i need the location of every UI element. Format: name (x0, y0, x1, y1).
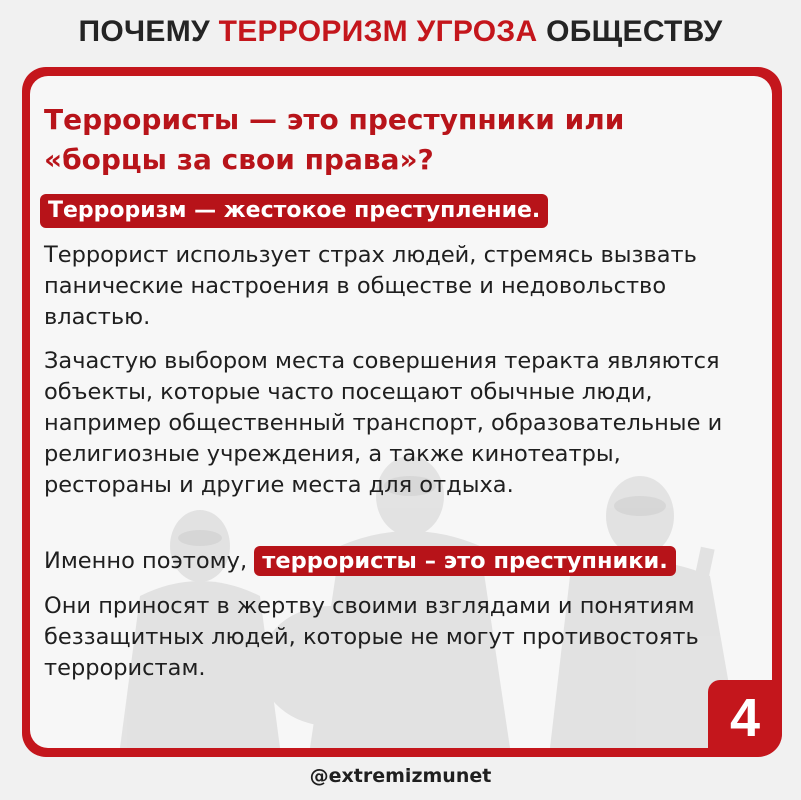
paragraph-victims: Они приносят в жертву своими взглядами и понятиям беззащитных людей, которые не могут противостоять террористам. (44, 593, 699, 681)
page-number-badge: 4 (708, 680, 782, 756)
highlight-crime-statement: Терроризм — жестокое преступление. (40, 194, 548, 228)
paragraph-conclusion (44, 546, 744, 577)
header-part-1: ПОЧЕМУ (78, 15, 219, 48)
footer-handle[interactable]: @extremizmunet (309, 765, 492, 787)
page-header (0, 12, 801, 52)
paragraph-targets: Зачастую выбором места совершения теракта являются объекты, которые часто посещают обычные люди, например общественный транспорт, образовательные и религиозные учреждения, а также кинотеатры, рестораны и другие места для отдыха. (44, 348, 723, 498)
paragraph-fear: Террорист использует страх людей, стремясь вызвать панические настроения в обществе и недовольство властью. (44, 242, 697, 330)
conclusion-prefix: Именно поэтому, (44, 548, 248, 574)
card-panel (30, 76, 772, 748)
card-title: Террористы — это преступники или «борцы за свои права»? (44, 103, 625, 176)
highlight-terrorists-criminals: террористы – это преступники. (254, 546, 676, 576)
header-accent: ТЕРРОРИЗМ УГРОЗА (218, 15, 538, 48)
header-part-2: ОБЩЕСТВУ (537, 15, 723, 48)
